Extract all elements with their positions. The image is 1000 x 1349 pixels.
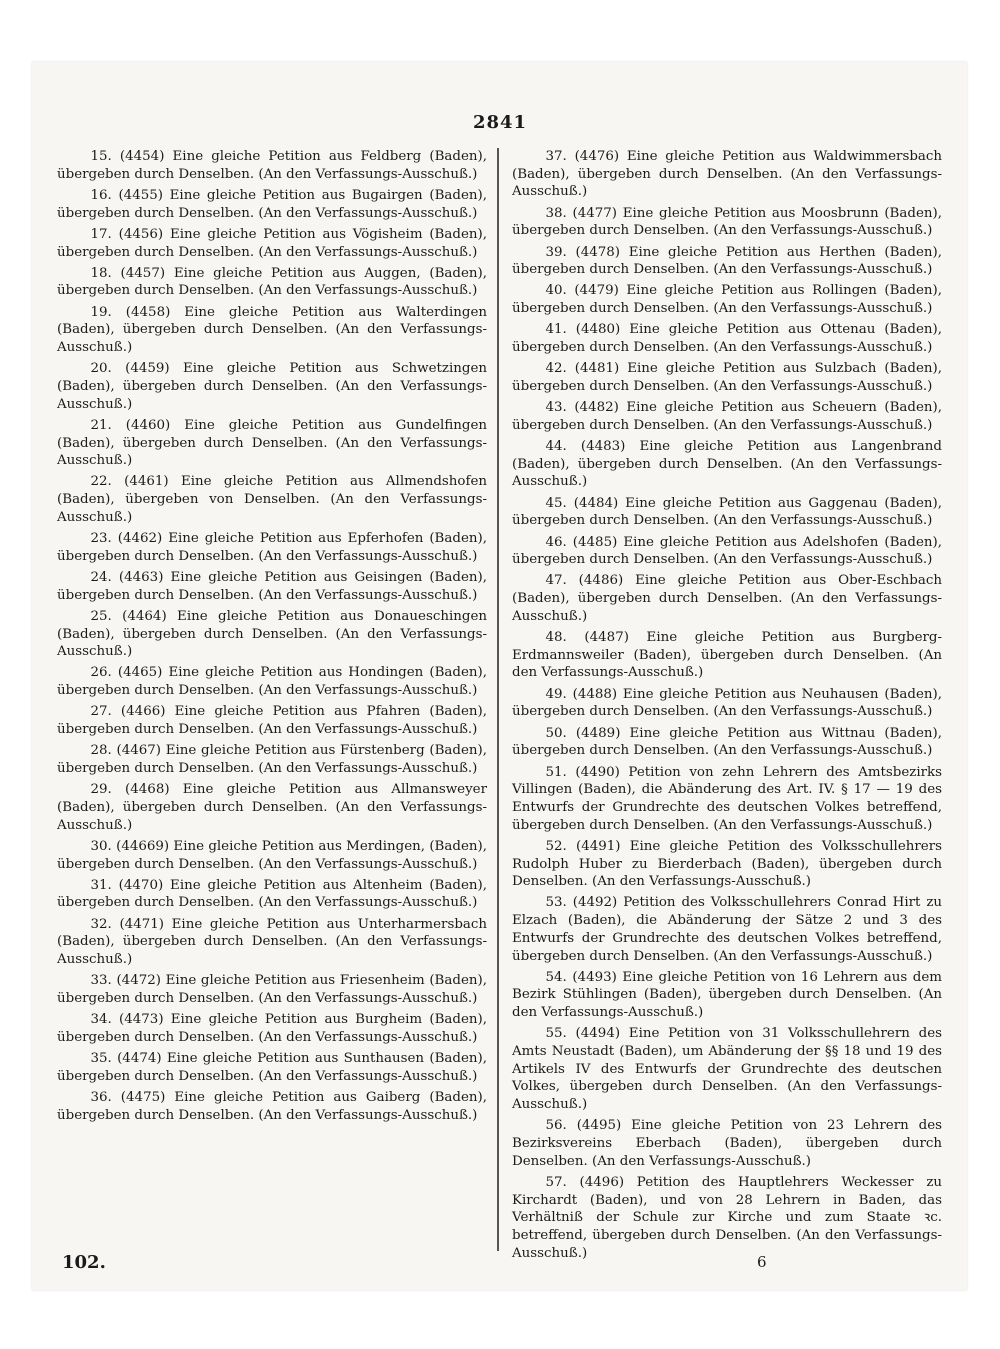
petition-entry: 53. (4492) Petition des Volksschullehrers Conrad Hirt zu Elzach (Baden), die Abänderung der Sätze 2 und 3 des Entwurfs der Grundrechte des deutschen Volkes betreffend, übergeben durch Denselben. (An den Verfassungs-Ausschuß.) (512, 895, 942, 964)
petition-entry: 48. (4487) Eine gleiche Petition aus Burgberg-Erdmannsweiler (Baden), übergeben durch Denselben. (An den Verfassungs-Ausschuß.) (512, 630, 942, 681)
column-divider (497, 148, 499, 1251)
petition-entry: 40. (4479) Eine gleiche Petition aus Rollingen (Baden), übergeben durch Denselben. (An den Verfassungs-Ausschuß.) (512, 283, 942, 317)
petition-entry: 25. (4464) Eine gleiche Petition aus Donaueschingen (Baden), übergeben durch Denselben. (An den Verfassungs-Ausschuß.) (57, 608, 487, 660)
petition-entry: 23. (4462) Eine gleiche Petition aus Epferhofen (Baden), übergeben durch Denselben. (An den Verfassungs-Ausschuß.) (57, 531, 487, 564)
page-number: 2841 (472, 112, 528, 133)
petition-entry: 36. (4475) Eine gleiche Petition aus Gaiberg (Baden), übergeben durch Denselben. (An den Verfassungs-Ausschuß.) (57, 1089, 487, 1123)
petition-entry: 39. (4478) Eine gleiche Petition aus Herthen (Baden), übergeben durch Denselben. (An den Verfassungs-Ausschuß.) (512, 244, 942, 278)
petition-entry: 33. (4472) Eine gleiche Petition aus Friesenheim (Baden), übergeben durch Denselben. (An den Verfassungs-Ausschuß.) (57, 973, 487, 1006)
petition-entry: 37. (4476) Eine gleiche Petition aus Waldwimmersbach (Baden), übergeben durch Denselben. (An den Verfassungs-Ausschuß.) (512, 149, 942, 200)
petition-entry: 44. (4483) Eine gleiche Petition aus Langenbrand (Baden), übergeben durch Denselben. (An den Verfassungs-Ausschuß.) (512, 439, 942, 490)
petition-entry: 47. (4486) Eine gleiche Petition aus Ober-Eschbach (Baden), übergeben durch Denselben. (An den Verfassungs-Ausschuß.) (512, 573, 942, 624)
petition-entry: 28. (4467) Eine gleiche Petition aus Fürstenberg (Baden), übergeben durch Denselben. (An den Verfassungs-Ausschuß.) (57, 743, 487, 776)
petition-entry: 49. (4488) Eine gleiche Petition aus Neuhausen (Baden), übergeben durch Denselben. (An den Verfassungs-Ausschuß.) (512, 686, 942, 720)
petition-entry: 54. (4493) Eine gleiche Petition von 16 Lehrern aus dem Bezirk Stühlingen (Baden), übergeben durch Denselben. (An den Verfassungs-Ausschuß.) (512, 969, 942, 1021)
petition-entry: 17. (4456) Eine gleiche Petition aus Vögisheim (Baden), übergeben durch Denselben. (An den Verfassungs-Ausschuß.) (57, 226, 487, 260)
petition-entry: 41. (4480) Eine gleiche Petition aus Ottenau (Baden), übergeben durch Denselben. (An den Verfassungs-Ausschuß.) (512, 322, 942, 356)
petition-entry: 30. (44669) Eine gleiche Petition aus Merdingen, (Baden), übergeben durch Denselben. (An den Verfassungs-Ausschuß.) (57, 838, 487, 872)
petition-entry: 56. (4495) Eine gleiche Petition von 23 Lehrern des Bezirksvereins Eberbach (Baden), übergeben durch Denselben. (An den Verfassungs-Ausschuß.) (512, 1118, 942, 1169)
petition-entry: 31. (4470) Eine gleiche Petition aus Altenheim (Baden), übergeben durch Denselben. (An den Verfassungs-Ausschuß.) (57, 877, 487, 911)
petition-entry: 38. (4477) Eine gleiche Petition aus Moosbrunn (Baden), übergeben durch Denselben. (An den Verfassungs-Ausschuß.) (512, 205, 942, 239)
petition-entry: 26. (4465) Eine gleiche Petition aus Hondingen (Baden), übergeben durch Denselben. (An den Verfassungs-Ausschuß.) (57, 665, 487, 699)
petition-entry: 32. (4471) Eine gleiche Petition aus Unterharmersbach (Baden), übergeben durch Denselben. (An den Verfassungs-Ausschuß.) (57, 916, 487, 968)
petition-entry: 42. (4481) Eine gleiche Petition aus Sulzbach (Baden), übergeben durch Denselben. (An den Verfassungs-Ausschuß.) (512, 361, 942, 394)
petition-entry: 57. (4496) Petition des Hauptlehrers Weckesser zu Kirchardt (Baden), und von 28 Lehrern in Baden, das Verhältniß der Schule zur Kirche und zum Staate ꝛc. betreffend, übergeben durch Denselben. (An den Verfassungs-Ausschuß.) (512, 1174, 942, 1261)
petition-entry: 34. (4473) Eine gleiche Petition aus Burgheim (Baden), übergeben durch Denselben. (An den Verfassungs-Ausschuß.) (57, 1012, 487, 1045)
petition-entry: 24. (4463) Eine gleiche Petition aus Geisingen (Baden), übergeben durch Denselben. (An den Verfassungs-Ausschuß.) (57, 569, 487, 603)
petition-entry: 29. (4468) Eine gleiche Petition aus Allmansweyer (Baden), übergeben durch Denselben. (An den Verfassungs-Ausschuß.) (57, 782, 487, 833)
petition-entry: 35. (4474) Eine gleiche Petition aus Sunthausen (Baden), übergeben durch Denselben. (An den Verfassungs-Ausschuß.) (57, 1051, 487, 1084)
petition-entry: 18. (4457) Eine gleiche Petition aus Auggen, (Baden), übergeben durch Denselben. (An den Verfassungs-Ausschuß.) (57, 265, 487, 299)
left-column (57, 148, 487, 1128)
petition-entry: 27. (4466) Eine gleiche Petition aus Pfahren (Baden), übergeben durch Denselben. (An den Verfassungs-Ausschuß.) (57, 704, 487, 738)
petition-entry: 16. (4455) Eine gleiche Petition aus Bugairgen (Baden), übergeben durch Denselben. (An den Verfassungs-Ausschuß.) (57, 187, 487, 221)
petition-entry: 51. (4490) Petition von zehn Lehrern des Amtsbezirks Villingen (Baden), die Abänderung des Art. IV. § 17 — 19 des Entwurfs der Grundrechte des deutschen Volkes betreffend, übergeben durch Denselben. (An den Verfassungs-Ausschuß.) (512, 764, 942, 833)
sheet-mark: 6 (757, 1253, 767, 1271)
petition-entry: 50. (4489) Eine gleiche Petition aus Wittnau (Baden), übergeben durch Denselben. (An den Verfassungs-Ausschuß.) (512, 725, 942, 759)
petition-entry: 20. (4459) Eine gleiche Petition aus Schwetzingen (Baden), übergeben durch Denselben. (An den Verfassungs-Ausschuß.) (57, 361, 487, 412)
petition-entry: 22. (4461) Eine gleiche Petition aus Allmendshofen (Baden), übergeben von Denselben. (An den Verfassungs-Ausschuß.) (57, 474, 487, 525)
right-column (512, 148, 942, 1266)
petition-entry: 19. (4458) Eine gleiche Petition aus Walterdingen (Baden), übergeben durch Denselben. (An den Verfassungs-Ausschuß.) (57, 304, 487, 356)
petition-entry: 46. (4485) Eine gleiche Petition aus Adelshofen (Baden), übergeben durch Denselben. (An den Verfassungs-Ausschuß.) (512, 534, 942, 568)
printer-signature: 102. (62, 1252, 106, 1273)
petition-entry: 55. (4494) Eine Petition von 31 Volksschullehrern des Amts Neustadt (Baden), um Abänderung der §§ 18 und 19 des Artikels IV des Entwurfs der Grundrechte des deutschen Volkes, übergeben durch Denselben. (An den Verfassungs-Ausschuß.) (512, 1026, 942, 1113)
petition-entry: 52. (4491) Eine gleiche Petition des Volksschullehrers Rudolph Huber zu Bierderbach (Baden), übergeben durch Denselben. (An den Verfassungs-Ausschuß.) (512, 838, 942, 890)
petition-entry: 15. (4454) Eine gleiche Petition aus Feldberg (Baden), übergeben durch Denselben. (An den Verfassungs-Ausschuß.) (57, 149, 487, 182)
petition-entry: 45. (4484) Eine gleiche Petition aus Gaggenau (Baden), übergeben durch Denselben. (An den Verfassungs-Ausschuß.) (512, 495, 942, 529)
petition-entry: 43. (4482) Eine gleiche Petition aus Scheuern (Baden), übergeben durch Denselben. (An den Verfassungs-Ausschuß.) (512, 400, 942, 433)
petition-entry: 21. (4460) Eine gleiche Petition aus Gundelfingen (Baden), übergeben durch Denselben. (An den Verfassungs-Ausschuß.) (57, 417, 487, 469)
